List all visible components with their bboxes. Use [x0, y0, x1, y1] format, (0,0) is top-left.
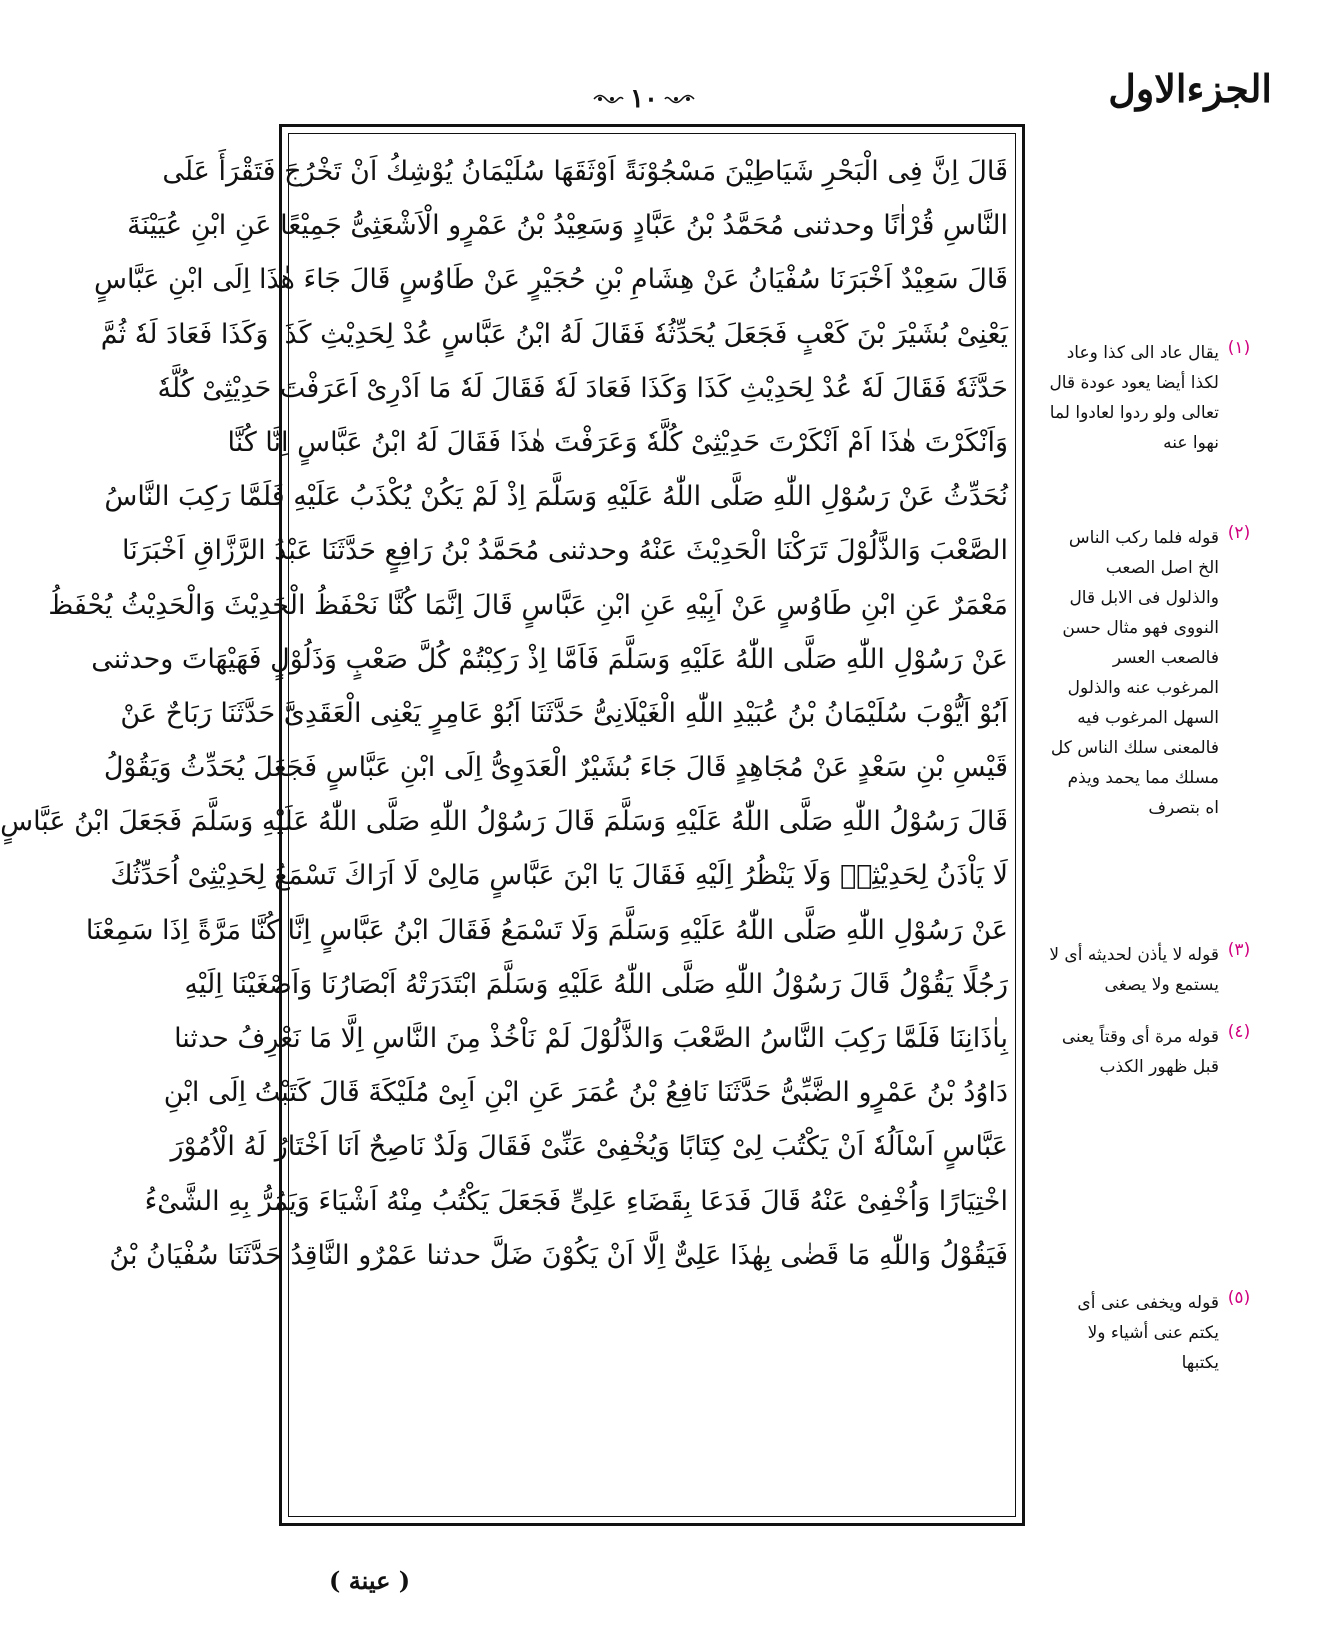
- text-line: اخْتِيَارًا وَاُخْفِىْ عَنْهُ قَالَ فَدَعَا بِقَضَاءِ عَلِىٍّ فَجَعَلَ يَكْتُبُ مِنْهُ اَشْيَاءَ وَيَمُرُّ بِهِ الشَّىْءُ: [144, 1185, 1008, 1217]
- main-text-frame: [0, 124, 1025, 1526]
- main-text-body: [0, 145, 1008, 1283]
- text-line: النَّاسِ قُرْاٰنًا وحدثنى مُحَمَّدُ بْنُ عَبَّادٍ وَسَعِيْدُ بْنُ عَمْرٍو الْاَشْعَثِىُّ جَمِيْعًا عَنِ ابْنِ عُيَيْنَةَ: [127, 210, 1008, 242]
- note-marker: (٥): [1227, 1288, 1251, 1308]
- text-line: يَعْنِىْ بُشَيْرَ بْنَ كَعْبٍ فَجَعَلَ يُحَدِّثُهٗ فَقَالَ لَهُ ابْنُ عَبَّاسٍ عُدْ لِحَدِيْثِ كَذَا وَكَذَا فَعَادَ لَهٗ ثُمَّ: [100, 318, 1008, 350]
- note-marker: (١): [1227, 338, 1251, 358]
- text-line: فَيَقُوْلُ وَاللّٰهِ مَا قَضٰى بِهٰذَا عَلِىٌّ اِلَّا اَنْ يَكُوْنَ ضَلَّ حدثنا عَمْرٌو النَّاقِدُ حَدَّثَنَا سُفْيَانُ بْنُ: [109, 1239, 1008, 1271]
- volume-title: الجزءالاول: [1108, 66, 1272, 111]
- text-line: حَدَّثَهٗ فَقَالَ لَهٗ عُدْ لِحَدِيْثِ كَذَا وَكَذَا فَعَادَ لَهٗ فَقَالَ لَهٗ مَا اَدْرِىْ اَعَرَفْتَ حَدِيْثِىْ كُلَّهٗ: [157, 372, 1008, 404]
- text-line: لَا يَاْذَنُ لِحَدِيْثِهٖ وَلَا يَنْظُرُ اِلَيْهِ فَقَالَ يَا ابْنَ عَبَّاسٍ مَالِىْ لَا اَرَاكَ تَسْمَعُ لِحَدِيْثِىْ اُحَدِّثُكَ: [110, 860, 1008, 892]
- text-line: وَاَنْكَرْتَ هٰذَا اَمْ اَنْكَرْتَ حَدِيْثِىْ كُلَّهٗ وَعَرَفْتَ هٰذَا فَقَالَ لَهُ ابْنُ عَبَّاسٍ اِنَّا كُنَّا: [227, 426, 1008, 458]
- text-line: قَالَ رَسُوْلُ اللّٰهِ صَلَّى اللّٰهُ عَلَيْهِ وَسَلَّمَ قَالَ رَسُوْلُ اللّٰهِ صَلَّى اللّٰهُ عَلَيْهِ وَسَلَّمَ فَجَعَلَ ابْنُ عَبَّاسٍ: [0, 806, 1008, 838]
- text-line: قَالَ سَعِيْدٌ اَخْبَرَنَا سُفْيَانُ عَنْ هِشَامِ بْنِ حُجَيْرٍ عَنْ طَاوُسٍ قَالَ جَاءَ هٰذَا اِلَى ابْنِ عَبَّاسٍ: [94, 264, 1008, 296]
- note-text: قوله فلما ركب الناس الخ اصل الصعب والذلول فى الابل قال النووى فهو مثال حسن فالصعب العسر المرغوب عنه والذلول السهل المرغوب فيه فالمعنى سلك الناس كل مسلك مما يحمد ويذم اه بتصرف: [1050, 528, 1219, 818]
- note-text: يقال عاد الى كذا وعاد لكذا أيضا يعود عودة قال تعالى ولو ردوا لعادوا لما نهوا عنه: [1049, 343, 1219, 453]
- text-line: رَجُلًا يَقُوْلُ قَالَ رَسُوْلُ اللّٰهِ صَلَّى اللّٰهُ عَلَيْهِ وَسَلَّمَ ابْتَدَرَتْهُ اَبْصَارُنَا وَاَصْغَيْنَا اِلَيْهِ: [184, 968, 1008, 1000]
- note-marker: (٤): [1227, 1022, 1251, 1042]
- note-marker: (٣): [1227, 940, 1251, 960]
- text-line: مَعْمَرٌ عَنِ ابْنِ طَاوُسٍ عَنْ اَبِيْهِ عَنِ ابْنِ عَبَّاسٍ قَالَ اِنَّمَا كُنَّا نَحْفَظُ الْحَدِيْثَ وَالْحَدِيْثُ يُحْفَظُ: [48, 589, 1008, 621]
- margin-note: [1039, 1022, 1259, 1082]
- note-text: قوله ويخفى عنى أى يكتم عنى أشياء ولا يكتبها: [1077, 1293, 1219, 1373]
- note-text: قوله لا يأذن لحديثه أى لا يستمع ولا يصغى: [1049, 945, 1219, 995]
- text-line: دَاوُدُ بْنُ عَمْرٍو الضَّبِّىُّ حَدَّثَنَا نَافِعُ بْنُ عُمَرَ عَنِ ابْنِ اَبِىْ مُلَيْكَةَ قَالَ كَتَبْتُ اِلَى ابْنِ: [163, 1077, 1008, 1109]
- text-line: عَنْ رَسُوْلِ اللّٰهِ صَلَّى اللّٰهُ عَلَيْهِ وَسَلَّمَ وَلَا تَسْمَعُ فَقَالَ ابْنُ عَبَّاسٍ اِنَّا كُنَّا مَرَّةً اِذَا سَمِعْنَا: [85, 914, 1008, 946]
- margin-note: [1039, 940, 1259, 1000]
- text-line: اَبُوْ اَيُّوْبَ سُلَيْمَانُ بْنُ عُبَيْدِ اللّٰهِ الْغَيْلَانِىُّ حَدَّثَنَا اَبُوْ عَامِرٍ يَعْنِى الْعَقَدِىَّ حَدَّثَنَا رَبَاحٌ عَنْ: [120, 697, 1008, 729]
- text-line: عَبَّاسٍ اَسْاَلُهٗ اَنْ يَكْتُبَ لِىْ كِتَابًا وَيُخْفِىْ عَنِّىْ فَقَالَ وَلَدٌ نَاصِحٌ اَنَا اَخْتَارُ لَهُ الْاُمُوْرَ: [170, 1131, 1008, 1163]
- note-marker: (٢): [1227, 523, 1251, 543]
- left-ornament-icon: [592, 91, 624, 107]
- page-number: ١٠: [630, 84, 658, 114]
- text-line: الصَّعْبَ وَالذَّلُوْلَ تَرَكْنَا الْحَدِيْثَ عَنْهُ وحدثنى مُحَمَّدُ بْنُ رَافِعٍ حَدَّثَنَا عَبْدُ الرَّزَّاقِ اَخْبَرَنَا: [121, 535, 1008, 567]
- text-line: قَيْسِ بْنِ سَعْدٍ عَنْ مُجَاهِدٍ قَالَ جَاءَ بُشَيْرٌ الْعَدَوِىُّ اِلَى ابْنِ عَبَّاسٍ فَجَعَلَ يُحَدِّثُ وَيَقُوْلُ: [103, 752, 1008, 784]
- footer-label: ( عينة ): [329, 1566, 411, 1595]
- text-line: عَنْ رَسُوْلِ اللّٰهِ صَلَّى اللّٰهُ عَلَيْهِ وَسَلَّمَ فَاَمَّا اِذْ رَكِبْتُمْ كُلَّ صَعْبٍ وَذَلُوْلٍ فَهَيْهَاتَ وحدثنى: [91, 643, 1008, 675]
- text-line: بِاٰذَانِنَا فَلَمَّا رَكِبَ النَّاسُ الصَّعْبَ وَالذَّلُوْلَ لَمْ نَاْخُذْ مِنَ النَّاسِ اِلَّا مَا نَعْرِفُ حدثنا: [174, 1023, 1008, 1054]
- text-line: نُحَدِّثُ عَنْ رَسُوْلِ اللّٰهِ صَلَّى اللّٰهُ عَلَيْهِ وَسَلَّمَ اِذْ لَمْ يَكُنْ يُكْذَبُ عَلَيْهِ فَلَمَّا رَكِبَ النَّاسُ: [104, 481, 1008, 513]
- right-ornament-icon: [664, 91, 696, 107]
- note-text: قوله مرة أى وقتاً يعنى قبل ظهور الكذب: [1061, 1027, 1219, 1077]
- text-line: قَالَ اِنَّ فِى الْبَحْرِ شَيَاطِيْنَ مَسْجُوْنَةً اَوْثَقَهَا سُلَيْمَانُ يُوْشِكُ اَنْ تَخْرُجَ فَتَقْرَأَ عَلَى: [162, 156, 1008, 187]
- page-number-ornament: [589, 84, 699, 114]
- margin-note: [1039, 338, 1259, 458]
- margin-note: [1039, 1288, 1259, 1378]
- margin-note: [1039, 523, 1259, 823]
